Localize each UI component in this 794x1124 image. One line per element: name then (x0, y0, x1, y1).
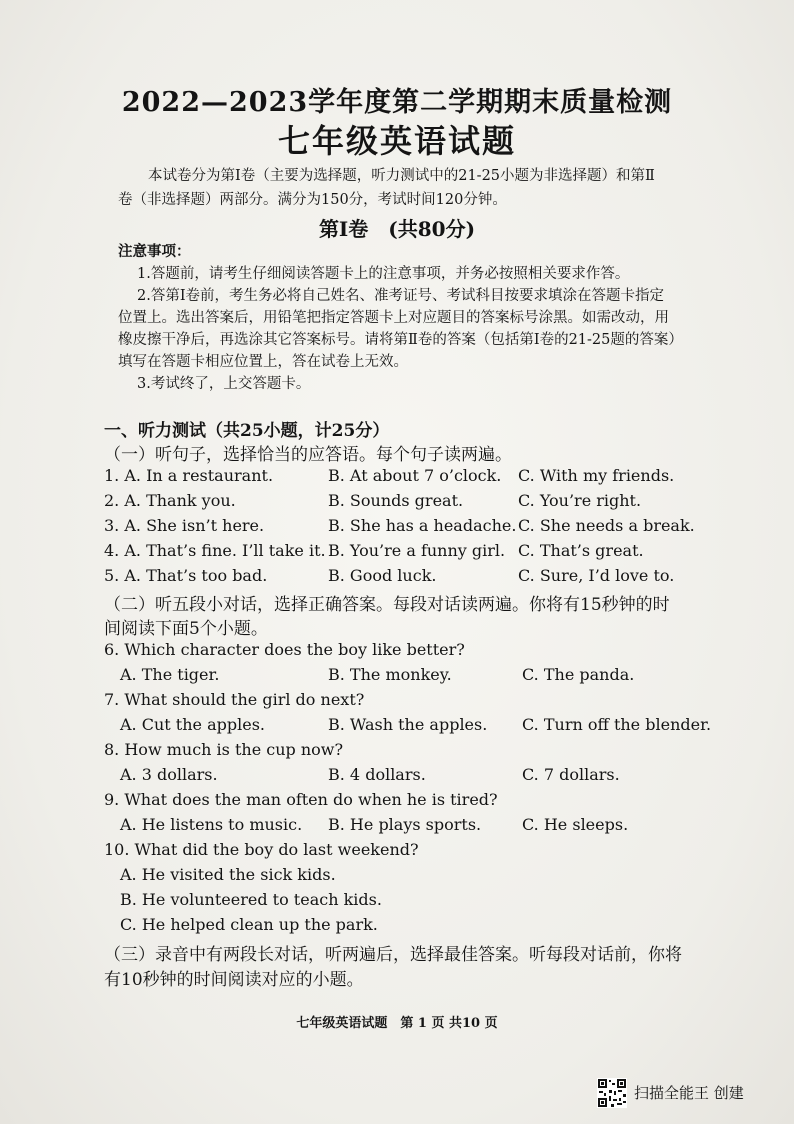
intro-line-2: 卷（非选择题）两部分。满分为150分，考试时间120分钟。 (118, 192, 507, 208)
exam-subject-title: 七年级英语试题 (277, 122, 516, 160)
page-footer: 七年级英语试题 第 1 页 共10 页 (296, 1016, 498, 1031)
sub1-heading: （一）听句子，选择恰当的应答语。每个句子读两遍。 (104, 445, 512, 465)
exam-title: 2022—2023学年度第二学期期末质量检测 (121, 87, 673, 118)
section-title: 第Ⅰ卷 (共80分) (318, 217, 476, 241)
notice-line: 2.答第Ⅰ卷前，考生务必将自己姓名、准考证号、考试科目按要求填涂在答题卡指定 (137, 288, 665, 304)
option-c: C. You’re right. (518, 491, 642, 510)
notice-line: 橡皮擦干净后，再选涂其它答案标号。请将第Ⅱ卷的答案（包括第Ⅰ卷的21-25题的答案） (118, 332, 683, 348)
option-c: C. He sleeps. (522, 815, 629, 834)
option-b: B. He volunteered to teach kids. (120, 890, 382, 909)
option-a: 4. A. That’s fine. I’ll take it. (104, 541, 326, 560)
option-c: C. Sure, I’d love to. (518, 566, 675, 585)
option-b: B. 4 dollars. (328, 765, 426, 784)
question-text: 8. How much is the cup now? (104, 740, 344, 759)
scanner-watermark: 扫描全能王 创建 (634, 1084, 744, 1102)
question-text: 9. What does the man often do when he is tired? (104, 790, 498, 809)
notice-heading: 注意事项： (118, 243, 191, 260)
notice-line: 填写在答题卡相应位置上，答在试卷上无效。 (118, 354, 408, 370)
option-b: B. Wash the apples. (328, 715, 488, 734)
sub3-heading-cont: 有10秒钟的时间阅读对应的小题。 (104, 970, 364, 990)
option-c: C. The panda. (522, 665, 635, 684)
part1-heading: 一、听力测试（共25小题，计25分） (104, 421, 390, 441)
option-c: C. Turn off the blender. (522, 715, 712, 734)
option-c: C. He helped clean up the park. (120, 915, 378, 934)
notice-line: 位置上。选出答案后，用铅笔把指定答题卡上对应题目的答案标号涂黑。如需改动，用 (118, 310, 669, 326)
option-a: A. The tiger. (120, 665, 220, 684)
notice-line: 3.考试终了，上交答题卡。 (137, 376, 311, 392)
sub2-heading-cont: 间阅读下面5个小题。 (104, 619, 268, 639)
option-b: B. At about 7 o’clock. (328, 466, 502, 485)
qr-code-icon (597, 1078, 627, 1108)
option-b: B. He plays sports. (328, 815, 482, 834)
option-c: C. With my friends. (518, 466, 675, 485)
option-b: B. Sounds great. (328, 491, 464, 510)
sub3-heading: （三）录音中有两段长对话，听两遍后，选择最佳答案。听每段对话前，你将 (104, 945, 682, 965)
question-text: 6. Which character does the boy like better? (104, 640, 465, 659)
option-c: C. That’s great. (518, 541, 644, 560)
option-a: A. 3 dollars. (120, 765, 218, 784)
question-text: 10. What did the boy do last weekend? (104, 840, 419, 859)
option-c: C. She needs a break. (518, 516, 695, 535)
option-a: A. Cut the apples. (120, 715, 265, 734)
option-a: 3. A. She isn’t here. (104, 516, 265, 535)
notice-line: 1.答题前，请考生仔细阅读答题卡上的注意事项，并务必按照相关要求作答。 (137, 266, 630, 282)
option-a: 1. A. In a restaurant. (104, 466, 274, 485)
option-b: B. Good luck. (328, 566, 437, 585)
option-a: A. He visited the sick kids. (120, 865, 336, 884)
option-b: B. The monkey. (328, 665, 452, 684)
option-c: C. 7 dollars. (522, 765, 620, 784)
question-text: 7. What should the girl do next? (104, 690, 365, 709)
intro-line-1: 本试卷分为第Ⅰ卷（主要为选择题，听力测试中的21-25小题为非选择题）和第Ⅱ (148, 168, 655, 184)
sub2-heading: （二）听五段小对话，选择正确答案。每段对话读两遍。你将有15秒钟的时 (104, 595, 670, 615)
option-b: B. She has a headache. (328, 516, 517, 535)
option-a: A. He listens to music. (120, 815, 303, 834)
option-b: B. You’re a funny girl. (328, 541, 506, 560)
option-a: 5. A. That’s too bad. (104, 566, 268, 585)
option-a: 2. A. Thank you. (104, 491, 236, 510)
